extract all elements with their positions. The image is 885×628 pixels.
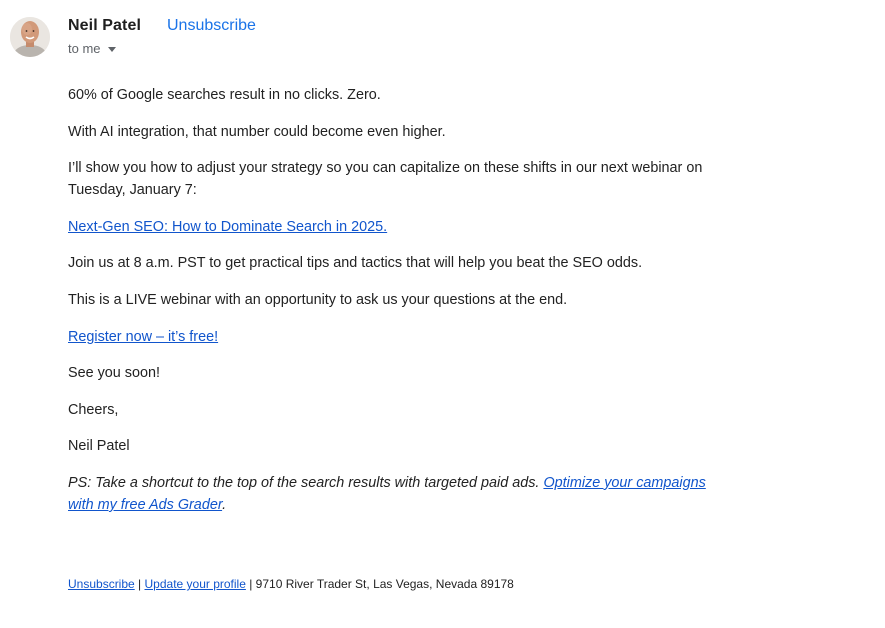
footer-address: | 9710 River Trader St, Las Vegas, Nevada 89178 [245, 577, 514, 591]
ads-grader-link[interactable]: Optimize your campaigns with my free Ads Grader [68, 474, 706, 513]
email-header [0, 0, 885, 70]
body-paragraph: See you soon! [68, 365, 161, 382]
webinar-link-paragraph [68, 216, 728, 238]
unsubscribe-footer-link[interactable]: Unsubscribe [68, 577, 135, 591]
body-paragraph: This is a LIVE webinar with an opportunity to ask us your questions at the end. [68, 291, 568, 308]
sender-name: Neil Patel [68, 17, 142, 34]
register-link-paragraph [68, 326, 728, 348]
body-paragraph: I’ll show you how to adjust your strategy so you can capitalize on these shifts in our next webinar on Tuesday, January 7: [68, 160, 703, 199]
body-paragraph: With AI integration, that number could become even higher. [68, 123, 446, 140]
email-body [68, 84, 728, 531]
footer-separator: | [134, 577, 145, 591]
postscript-end: . [222, 496, 227, 513]
body-paragraph: 60% of Google searches result in no clicks. Zero. [68, 87, 381, 103]
recipient-details-toggle[interactable] [68, 41, 116, 56]
webinar-link[interactable]: Next-Gen SEO: How to Dominate Search in 2025. [68, 218, 388, 235]
postscript [68, 472, 728, 516]
avatar-image [10, 17, 50, 57]
signature: Neil Patel [68, 438, 130, 455]
recipient-label: to me [68, 41, 101, 56]
body-paragraph: Join us at 8 a.m. PST to get practical tips and tactics that will help you beat the SEO odds. [68, 255, 643, 272]
sender-avatar[interactable] [10, 17, 50, 57]
update-profile-link[interactable]: Update your profile [144, 577, 246, 591]
body-paragraph: Cheers, [68, 401, 119, 418]
postscript-text: PS: Take a shortcut to the top of the search results with targeted paid ads. [68, 474, 544, 491]
email-footer [68, 576, 514, 592]
unsubscribe-header-link[interactable]: Unsubscribe [167, 17, 256, 34]
register-link[interactable]: Register now – it’s free! [68, 328, 219, 345]
chevron-down-icon[interactable] [108, 47, 116, 52]
